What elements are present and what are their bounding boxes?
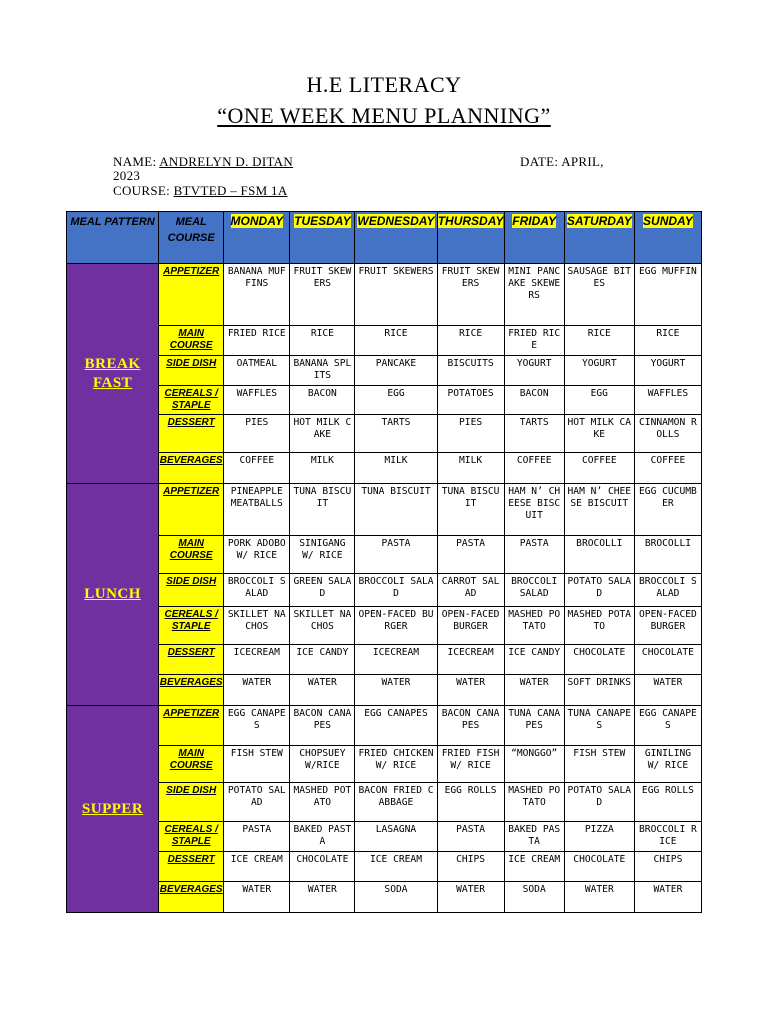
date-label: DATE: <box>520 154 559 169</box>
menu-item-cell: WATER <box>437 675 504 706</box>
document-title: H.E LITERACY <box>306 72 462 97</box>
table-row <box>67 706 702 746</box>
menu-item-cell: BACON CANAPES <box>437 706 504 746</box>
name-value: ANDRELYN D. DITAN <box>159 154 294 169</box>
header-meal-course <box>159 212 224 264</box>
menu-item-cell: WATER <box>290 675 355 706</box>
menu-item-cell: BISCUITS <box>437 356 504 386</box>
menu-item-cell: BROCCOLI SALAD <box>224 574 290 607</box>
menu-item-cell: CINNAMON ROLLS <box>634 415 701 453</box>
menu-item-cell: BROCCOLI SALAD <box>634 574 701 607</box>
meal-course-label: DESSERT <box>167 647 215 658</box>
menu-item-cell: PASTA <box>355 536 437 574</box>
table-row <box>67 484 702 536</box>
menu-body <box>67 264 702 913</box>
menu-item-cell: ICECREAM <box>224 645 290 675</box>
menu-item-cell: CHIPS <box>634 852 701 882</box>
menu-item-cell: WAFFLES <box>224 386 290 415</box>
table-row <box>67 356 702 386</box>
menu-item-cell: PASTA <box>224 822 290 852</box>
menu-item-cell: PANCAKE <box>355 356 437 386</box>
header-day-tue: TUESDAY <box>290 212 355 264</box>
menu-item-cell: BROCOLLI <box>634 536 701 574</box>
meal-course-cell <box>159 746 224 783</box>
meal-course-cell <box>159 415 224 453</box>
menu-item-cell: HAM N’ CHEESE BISCUIT <box>564 484 634 536</box>
meal-course-label: MAIN COURSE <box>169 748 213 771</box>
table-row <box>67 822 702 852</box>
menu-item-cell: MILK <box>290 453 355 484</box>
menu-item-cell: BANANA MUFFINS <box>224 264 290 326</box>
menu-item-cell: POTATO SALAD <box>564 783 634 822</box>
menu-item-cell: RICE <box>634 326 701 356</box>
menu-item-cell: RICE <box>437 326 504 356</box>
menu-item-cell: ICE CREAM <box>355 852 437 882</box>
meal-course-label: CEREALS / STAPLE <box>164 609 218 632</box>
meal-course-label: APPETIZER <box>163 266 220 277</box>
menu-item-cell: CHIPS <box>437 852 504 882</box>
menu-item-cell: MASHED POTATO <box>504 607 564 645</box>
menu-item-cell: EGG CANAPES <box>634 706 701 746</box>
menu-item-cell: PASTA <box>437 822 504 852</box>
menu-item-cell: PORK ADOBO W/ RICE <box>224 536 290 574</box>
meal-course-cell <box>159 607 224 645</box>
menu-item-cell: CHOPSUEY W/RICE <box>290 746 355 783</box>
course-label: COURSE: <box>113 183 171 198</box>
menu-item-cell: CHOCOLATE <box>290 852 355 882</box>
menu-item-cell: WATER <box>224 675 290 706</box>
meal-course-cell <box>159 484 224 536</box>
meal-course-label: SIDE DISH <box>166 785 217 796</box>
menu-item-cell: ICECREAM <box>355 645 437 675</box>
menu-item-cell: WATER <box>224 882 290 913</box>
header-row <box>67 212 702 264</box>
menu-item-cell: GINILING W/ RICE <box>634 746 701 783</box>
meal-course-cell <box>159 326 224 356</box>
meal-course-cell <box>159 822 224 852</box>
meal-course-label: BEVERAGES <box>159 677 223 688</box>
meal-course-label: MAIN COURSE <box>169 328 213 351</box>
menu-item-cell: CHOCOLATE <box>564 645 634 675</box>
menu-item-cell: RICE <box>564 326 634 356</box>
menu-item-cell: ICECREAM <box>437 645 504 675</box>
meal-course-cell <box>159 264 224 326</box>
menu-item-cell: WATER <box>290 882 355 913</box>
menu-item-cell: FISH STEW <box>564 746 634 783</box>
menu-item-cell: SINIGANG W/ RICE <box>290 536 355 574</box>
menu-item-cell: FRUIT SKEWERS <box>437 264 504 326</box>
menu-item-cell: PIES <box>224 415 290 453</box>
meal-course-label: BEVERAGES <box>159 455 223 466</box>
menu-item-cell: BACON FRIED CABBAGE <box>355 783 437 822</box>
header-day-mon: MONDAY <box>224 212 290 264</box>
header-day-fri: FRIDAY <box>504 212 564 264</box>
header-day-wed: WEDNESDAY <box>355 212 437 264</box>
meal-course-cell <box>159 882 224 913</box>
menu-item-cell: PIZZA <box>564 822 634 852</box>
meal-course-label: SIDE DISH <box>166 358 217 369</box>
date-line <box>520 154 604 170</box>
menu-item-cell: MILK <box>437 453 504 484</box>
menu-item-cell: EGG ROLLS <box>634 783 701 822</box>
menu-item-cell: WATER <box>564 882 634 913</box>
header-day-thu: THURSDAY <box>437 212 504 264</box>
menu-item-cell: ICE CREAM <box>504 852 564 882</box>
menu-item-cell: FRIED RICE <box>504 326 564 356</box>
table-row <box>67 574 702 607</box>
meal-pattern-cell: SUPPER <box>67 706 159 913</box>
menu-item-cell: TUNA BISCUIT <box>355 484 437 536</box>
menu-item-cell: EGG CUCUMBER <box>634 484 701 536</box>
menu-item-cell: COFFEE <box>564 453 634 484</box>
menu-item-cell: PINEAPPLE MEATBALLS <box>224 484 290 536</box>
menu-item-cell: EGG <box>564 386 634 415</box>
table-row <box>67 326 702 356</box>
menu-item-cell: TUNA BISCUIT <box>437 484 504 536</box>
menu-item-cell: SKILLET NACHOS <box>224 607 290 645</box>
menu-item-cell: WATER <box>634 882 701 913</box>
meal-course-label: APPETIZER <box>163 708 220 719</box>
menu-item-cell: SKILLET NACHOS <box>290 607 355 645</box>
menu-item-cell: EGG MUFFIN <box>634 264 701 326</box>
menu-item-cell: WATER <box>355 675 437 706</box>
menu-item-cell: POTATOES <box>437 386 504 415</box>
menu-item-cell: SOFT DRINKS <box>564 675 634 706</box>
menu-item-cell: MILK <box>355 453 437 484</box>
menu-item-cell: WATER <box>504 675 564 706</box>
menu-item-cell: ICE CANDY <box>290 645 355 675</box>
menu-item-cell: LASAGNA <box>355 822 437 852</box>
table-row <box>67 607 702 645</box>
menu-item-cell: OPEN-FACED BURGER <box>634 607 701 645</box>
meal-course-label: MAIN COURSE <box>169 538 213 561</box>
menu-item-cell: BANANA SPLITS <box>290 356 355 386</box>
header-day-sat: SATURDAY <box>564 212 634 264</box>
menu-item-cell: WATER <box>634 675 701 706</box>
menu-item-cell: ICE CANDY <box>504 645 564 675</box>
menu-item-cell: TARTS <box>355 415 437 453</box>
header-meal-pattern-label: MEAL PATTERN <box>70 216 155 228</box>
menu-item-cell: MASHED POTATO <box>290 783 355 822</box>
menu-item-cell: TUNA BISCUIT <box>290 484 355 536</box>
menu-item-cell: BROCCOLI RICE <box>634 822 701 852</box>
header-meal-course-label: MEAL COURSE <box>167 216 215 244</box>
meal-pattern-cell: LUNCH <box>67 484 159 706</box>
menu-item-cell: EGG ROLLS <box>437 783 504 822</box>
table-row <box>67 746 702 783</box>
menu-item-cell: CHOCOLATE <box>634 645 701 675</box>
table-row <box>67 783 702 822</box>
menu-item-cell: COFFEE <box>504 453 564 484</box>
menu-item-cell: EGG CANAPES <box>355 706 437 746</box>
menu-item-cell: FRIED RICE <box>224 326 290 356</box>
meal-course-cell <box>159 675 224 706</box>
menu-item-cell: BROCCOLI SALAD <box>504 574 564 607</box>
header-meal-pattern <box>67 212 159 264</box>
meal-course-cell <box>159 574 224 607</box>
table-row <box>67 453 702 484</box>
meal-course-cell <box>159 356 224 386</box>
menu-item-cell: HOT MILK CAKE <box>290 415 355 453</box>
menu-item-cell: SODA <box>504 882 564 913</box>
date-year: 2023 <box>113 168 141 183</box>
menu-item-cell: BACON <box>290 386 355 415</box>
menu-item-cell: OATMEAL <box>224 356 290 386</box>
meal-course-label: CEREALS / STAPLE <box>164 824 218 847</box>
menu-item-cell: MASHED POTATO <box>564 607 634 645</box>
menu-item-cell: FRUIT SKEWERS <box>290 264 355 326</box>
date-value: APRIL, <box>561 154 604 169</box>
menu-item-cell: YOGURT <box>504 356 564 386</box>
menu-item-cell: HOT MILK CAKE <box>564 415 634 453</box>
menu-item-cell: RICE <box>290 326 355 356</box>
document-subtitle: “ONE WEEK MENU PLANNING” <box>217 103 551 128</box>
menu-item-cell: CARROT SALAD <box>437 574 504 607</box>
menu-item-cell: POTATO SALAD <box>564 574 634 607</box>
menu-item-cell: BAKED PASTA <box>504 822 564 852</box>
table-row <box>67 415 702 453</box>
table-row <box>67 645 702 675</box>
table-row <box>67 675 702 706</box>
menu-item-cell: BROCCOLI SALAD <box>355 574 437 607</box>
meal-course-cell <box>159 453 224 484</box>
menu-item-cell: OPEN-FACED BURGER <box>437 607 504 645</box>
meal-course-cell <box>159 386 224 415</box>
table-row <box>67 264 702 326</box>
menu-item-cell: FRIED FISH W/ RICE <box>437 746 504 783</box>
menu-item-cell: YOGURT <box>634 356 701 386</box>
menu-item-cell: COFFEE <box>224 453 290 484</box>
menu-item-cell: SAUSAGE BITES <box>564 264 634 326</box>
course-value: BTVTED – FSM 1A <box>173 183 288 198</box>
menu-item-cell: PASTA <box>437 536 504 574</box>
menu-item-cell: PASTA <box>504 536 564 574</box>
menu-item-cell: POTATO SALAD <box>224 783 290 822</box>
meal-course-cell <box>159 536 224 574</box>
meal-course-label: DESSERT <box>167 417 215 428</box>
menu-item-cell: BACON CANAPES <box>290 706 355 746</box>
menu-item-cell: EGG CANAPES <box>224 706 290 746</box>
menu-item-cell: RICE <box>355 326 437 356</box>
menu-item-cell: BACON <box>504 386 564 415</box>
menu-item-cell: PIES <box>437 415 504 453</box>
menu-item-cell: GREEN SALAD <box>290 574 355 607</box>
meal-course-label: DESSERT <box>167 854 215 865</box>
menu-item-cell: COFFEE <box>634 453 701 484</box>
menu-item-cell: ICE CREAM <box>224 852 290 882</box>
header-day-sun: SUNDAY <box>634 212 701 264</box>
menu-item-cell: FRIED CHICKEN W/ RICE <box>355 746 437 783</box>
menu-item-cell: SODA <box>355 882 437 913</box>
table-row <box>67 536 702 574</box>
name-label: NAME: <box>113 154 157 169</box>
menu-item-cell: HAM N’ CHEESE BISCUIT <box>504 484 564 536</box>
menu-item-cell: YOGURT <box>564 356 634 386</box>
meal-course-label: BEVERAGES <box>159 884 223 895</box>
menu-item-cell: FRUIT SKEWERS <box>355 264 437 326</box>
meal-course-label: APPETIZER <box>163 486 220 497</box>
meal-course-label: CEREALS / STAPLE <box>164 388 218 411</box>
menu-item-cell: TUNA CANAPES <box>504 706 564 746</box>
menu-table <box>66 211 702 913</box>
meal-pattern-cell: BREAK FAST <box>67 264 159 484</box>
meal-course-cell <box>159 783 224 822</box>
table-row <box>67 882 702 913</box>
menu-item-cell: MASHED POTATO <box>504 783 564 822</box>
table-row <box>67 852 702 882</box>
course-line <box>113 183 288 199</box>
meal-course-cell <box>159 852 224 882</box>
menu-item-cell: WAFFLES <box>634 386 701 415</box>
menu-item-cell: WATER <box>437 882 504 913</box>
menu-item-cell: CHOCOLATE <box>564 852 634 882</box>
menu-item-cell: EGG <box>355 386 437 415</box>
menu-item-cell: “MONGGO” <box>504 746 564 783</box>
table-row <box>67 386 702 415</box>
meal-course-cell <box>159 706 224 746</box>
meal-course-label: SIDE DISH <box>166 576 217 587</box>
menu-item-cell: BAKED PASTA <box>290 822 355 852</box>
menu-item-cell: MINI PANCAKE SKEWERS <box>504 264 564 326</box>
menu-item-cell: BROCOLLI <box>564 536 634 574</box>
menu-item-cell: OPEN-FACED BURGER <box>355 607 437 645</box>
menu-item-cell: TARTS <box>504 415 564 453</box>
menu-item-cell: FISH STEW <box>224 746 290 783</box>
menu-item-cell: TUNA CANAPES <box>564 706 634 746</box>
meal-course-cell <box>159 645 224 675</box>
